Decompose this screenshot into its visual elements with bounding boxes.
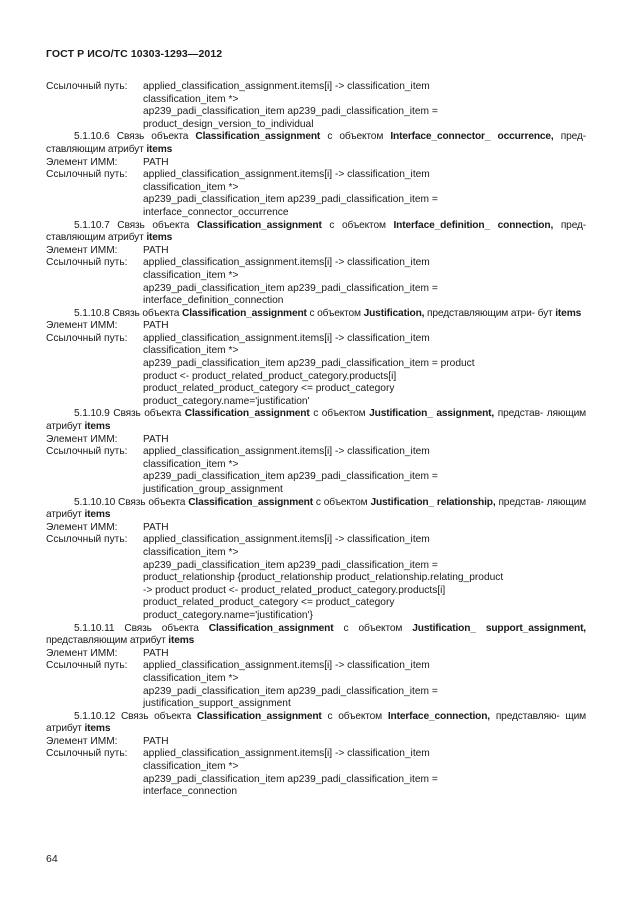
- path-line: ap239_padi_classification_item ap239_padi_classification_item =: [143, 282, 438, 294]
- section-text: Связь объекта: [118, 496, 186, 508]
- path-line: classification_item *>: [143, 93, 239, 105]
- path-row: [46, 81, 586, 94]
- path-line: classification_item *>: [143, 761, 239, 773]
- section-text: Связь объекта: [124, 622, 199, 634]
- element-label: Элемент ИММ:: [46, 521, 118, 533]
- element-row: [46, 736, 586, 749]
- section-number: 5.1.10.7: [74, 219, 110, 231]
- section-text: с объектом: [343, 622, 403, 634]
- element-value: PATH: [143, 647, 169, 659]
- path-line: applied_classification_assignment.items[i] -> classification_item: [143, 748, 430, 760]
- path-line: applied_classification_assignment.items[i] -> classification_item: [143, 81, 430, 92]
- path-line: classification_item *>: [143, 269, 239, 281]
- object-name: Classification_assignment: [188, 496, 313, 508]
- path-line: interface_definition_connection: [143, 295, 284, 307]
- page-number: 64: [46, 853, 58, 865]
- path-line: product_related_product_category <= product_category: [143, 597, 395, 609]
- section-text: щим атрибут: [46, 710, 587, 735]
- section-heading: [46, 220, 586, 245]
- path-row: [46, 446, 586, 459]
- path-line: classification_item *>: [143, 458, 239, 470]
- element-value: PATH: [143, 320, 169, 332]
- section-text: с объектом: [327, 131, 384, 143]
- section-text: представ-: [497, 408, 544, 420]
- path-label: Ссылочный путь:: [46, 534, 128, 546]
- element-label: Элемент ИММ:: [46, 647, 118, 659]
- target-object: Justification,: [363, 307, 425, 319]
- path-line: classification_item *>: [143, 345, 239, 357]
- attribute-name: items: [146, 232, 173, 244]
- section-heading: [46, 308, 586, 321]
- path-line: ap239_padi_classification_item ap239_padi_classification_item =: [143, 773, 438, 785]
- path-label: Ссылочный путь:: [46, 169, 128, 181]
- element-row: [46, 522, 586, 535]
- path-line: product_relationship {product_relationship product_relationship.relating_product: [143, 572, 504, 584]
- element-label: Элемент ИММ:: [46, 320, 118, 332]
- section-text: Связь объекта: [120, 710, 192, 722]
- path-label: Ссылочный путь:: [46, 332, 128, 344]
- object-name: Classification_assignment: [196, 710, 322, 722]
- attribute-name: items: [168, 635, 195, 647]
- section-text: представ-: [498, 496, 544, 508]
- element-label: Элемент ИММ:: [46, 433, 118, 445]
- path-line: classification_item *>: [143, 181, 239, 193]
- element-value: PATH: [143, 433, 169, 445]
- target-object: Interface_connection,: [387, 710, 490, 722]
- path-line: ap239_padi_classification_item ap239_padi_classification_item =: [143, 194, 438, 206]
- element-value: PATH: [143, 521, 169, 533]
- path-label: Ссылочный путь:: [46, 660, 128, 672]
- section-text: с объектом: [309, 307, 361, 319]
- section-number: 5.1.10.11: [74, 622, 115, 634]
- object-name: Classification_assignment: [208, 622, 334, 634]
- section-text: ляющим атрибут: [46, 408, 586, 433]
- path-line: ap239_padi_classification_item ap239_padi_classification_item =: [143, 685, 438, 697]
- section-text: ляющим атрибут: [46, 496, 586, 521]
- element-row: [46, 648, 586, 661]
- section-text: с объектом: [315, 496, 368, 508]
- object-name: Classification_assignment: [182, 307, 307, 319]
- document-body: [46, 81, 586, 799]
- section-heading: [46, 497, 586, 522]
- path-row: [46, 333, 586, 346]
- path-line: applied_classification_assignment.items[i] -> classification_item: [143, 169, 430, 181]
- section-heading: [46, 711, 586, 736]
- path-line: classification_item *>: [143, 672, 239, 684]
- section-text: с объектом: [327, 710, 383, 722]
- path-label: Ссылочный путь:: [46, 257, 128, 269]
- document-header: ГОСТ Р ИСО/ТС 10303-1293—2012: [46, 48, 223, 60]
- element-row: [46, 157, 586, 170]
- section-text: Связь объекта: [116, 131, 189, 143]
- section-text: Связь объекта: [113, 408, 182, 420]
- path-line: applied_classification_assignment.items[i] -> classification_item: [143, 660, 430, 672]
- path-label: Ссылочный путь:: [46, 446, 128, 458]
- path-row: [46, 534, 586, 547]
- section-text: ставляющим атрибут: [46, 143, 144, 155]
- object-name: Classification_assignment: [195, 131, 321, 143]
- element-value: PATH: [143, 244, 169, 256]
- path-line: product_category.name='justification': [143, 395, 310, 407]
- element-value: PATH: [143, 735, 169, 747]
- target-object: Interface_definition_ connection,: [393, 219, 554, 231]
- section-heading: [46, 408, 586, 433]
- path-line: applied_classification_assignment.items[i] -> classification_item: [143, 534, 430, 546]
- path-row: [46, 660, 586, 673]
- path-row: [46, 257, 586, 270]
- path-line: product_design_version_to_individual: [143, 118, 314, 130]
- path-line: justification_group_assignment: [143, 484, 283, 495]
- section-text: пред-: [560, 131, 586, 143]
- path-line: product_related_product_category <= product_category: [143, 383, 395, 395]
- path-line: ap239_padi_classification_item ap239_padi_classification_item =: [143, 559, 438, 571]
- section-number: 5.1.10.6: [74, 131, 110, 143]
- path-line: -> product product <- product_related_product_category.products[i]: [143, 584, 446, 596]
- element-label: Элемент ИММ:: [46, 244, 118, 256]
- attribute-name: items: [146, 143, 173, 155]
- element-label: Элемент ИММ:: [46, 735, 118, 747]
- section-number: 5.1.10.12: [74, 710, 116, 722]
- path-row: [46, 748, 586, 761]
- section-heading: [46, 131, 586, 156]
- section-text: бут: [537, 307, 553, 319]
- section-text: представляю-: [495, 710, 560, 722]
- path-label: Ссылочный путь:: [46, 81, 128, 92]
- section-number: 5.1.10.10: [74, 496, 116, 508]
- section-text: Связь объекта: [117, 219, 190, 231]
- attribute-name: items: [84, 421, 111, 433]
- element-value: PATH: [143, 156, 169, 168]
- attribute-name: items: [555, 307, 582, 319]
- path-label: Ссылочный путь:: [46, 748, 128, 760]
- element-label: Элемент ИММ:: [46, 156, 118, 168]
- object-name: Classification_assignment: [196, 219, 322, 231]
- target-object: Justification_ assignment,: [369, 408, 495, 420]
- path-row: [46, 169, 586, 182]
- target-object: Justification_ relationship,: [370, 496, 496, 508]
- section-text: Связь объекта: [112, 307, 180, 319]
- element-row: [46, 320, 586, 333]
- element-row: [46, 245, 586, 258]
- path-line: ap239_padi_classification_item ap239_padi_classification_item =: [143, 106, 438, 118]
- path-line: product_category.name='justification'}: [143, 609, 313, 621]
- path-line: classification_item *>: [143, 546, 239, 558]
- element-row: [46, 434, 586, 447]
- target-object: Interface_connector_ occurrence,: [390, 131, 554, 143]
- path-line: ap239_padi_classification_item ap239_padi_classification_item =: [143, 471, 438, 483]
- path-line: applied_classification_assignment.items[i] -> classification_item: [143, 446, 430, 458]
- path-line: ap239_padi_classification_item ap239_padi_classification_item = product: [143, 358, 475, 370]
- target-object: Justification_ support_assignment,: [412, 622, 586, 634]
- section-text: представляющим атрибут: [46, 635, 166, 647]
- section-text: представляющим атри-: [427, 307, 535, 319]
- section-text: ставляющим атрибут: [46, 232, 144, 244]
- path-line: applied_classification_assignment.items[i] -> classification_item: [143, 257, 430, 269]
- section-number: 5.1.10.8: [74, 307, 110, 319]
- section-number: 5.1.10.9: [74, 408, 110, 420]
- path-line: interface_connection: [143, 786, 238, 798]
- path-line: applied_classification_assignment.items[i] -> classification_item: [143, 332, 430, 344]
- section-text: с объектом: [313, 408, 366, 420]
- section-heading: [46, 623, 586, 648]
- attribute-name: items: [84, 723, 111, 735]
- section-text: пред-: [560, 219, 587, 231]
- path-line: interface_connector_occurrence: [143, 206, 289, 218]
- section-text: с объектом: [329, 219, 386, 231]
- attribute-name: items: [84, 509, 111, 521]
- path-line: product <- product_related_product_category.products[i]: [143, 370, 397, 382]
- path-line: justification_support_assignment: [143, 698, 291, 710]
- object-name: Classification_assignment: [184, 408, 310, 420]
